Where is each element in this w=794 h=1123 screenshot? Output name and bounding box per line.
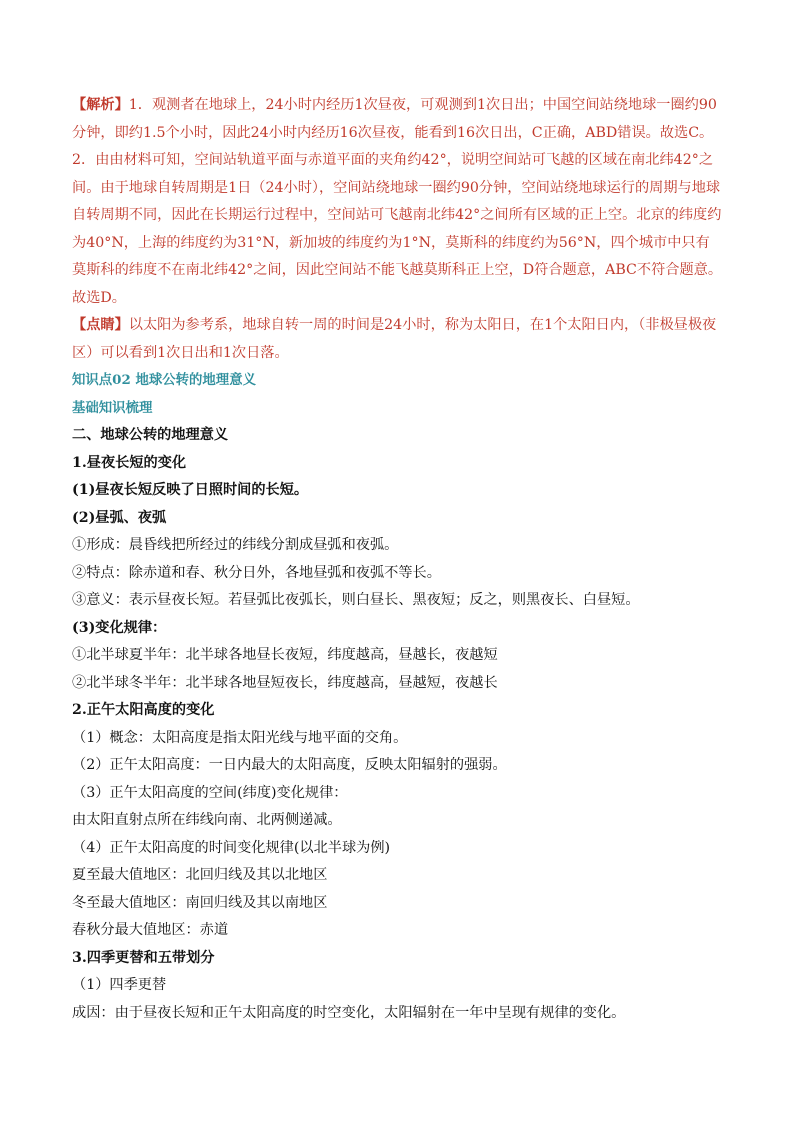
analysis-line-8: 故选D。 — [72, 289, 126, 306]
tip-line-1 — [72, 312, 732, 340]
sub2-winter: 冬至最大值地区：南回归线及其以南地区 — [72, 894, 328, 911]
sub3-cause: 成因：由于昼夜长短和正午太阳高度的时空变化，太阳辐射在一年中呈现有规律的变化。 — [72, 1004, 626, 1021]
knowledge-point-title: 知识点02 地球公转的地理意义 — [72, 372, 256, 388]
document-page — [72, 92, 732, 1027]
sub2-item4: （4）正午太阳高度的时间变化规律(以北半球为例) — [72, 839, 391, 856]
sub1-item2: (2)昼弧、夜弧 — [72, 509, 167, 526]
sub1-item2-c: ③意义：表示昼夜长短。若昼弧比夜弧长，则白昼长、黑夜短；反之，则黑夜长、白昼短。 — [72, 592, 640, 608]
sub3-title: 3.四季更替和五带划分 — [72, 949, 215, 966]
analysis-line-4: 间。由于地球自转周期是1日（24小时），空间站绕地球一圈约90分钟，空间站绕地球运行的周期与地球 — [72, 179, 721, 196]
sub2-item1: （1）概念：太阳高度是指太阳光线与地平面的交角。 — [72, 729, 408, 746]
sub2-item2: （2）正午太阳高度：一日内最大的太阳高度，反映太阳辐射的强弱。 — [72, 757, 507, 773]
sub1-title: 1.昼夜长短的变化 — [72, 454, 187, 471]
analysis-line-2: 分钟，即约1.5个小时，因此24小时内经历16次昼夜，能看到16次日出，C正确，ABD错误。故选C。 — [72, 124, 714, 141]
sub2-item3-text: 由太阳直射点所在纬线向南、北两侧递减。 — [72, 812, 342, 828]
tip-line-2: 区）可以看到1次日出和1次日落。 — [72, 344, 289, 361]
analysis-line-1 — [72, 92, 732, 120]
sub1-item3-b: ②北半球冬半年：北半球各地昼短夜长，纬度越高，昼越短，夜越长 — [72, 674, 498, 691]
basic-knowledge-title: 基础知识梳理 — [72, 399, 153, 416]
sub2-equinox: 春秋分最大值地区：赤道 — [72, 922, 229, 938]
sub2-item3: （3）正午太阳高度的空间(纬度)变化规律： — [72, 784, 348, 801]
sub1-item3-a: ①北半球夏半年：北半球各地昼长夜短，纬度越高，昼越长，夜越短 — [72, 647, 498, 663]
analysis-tag: 【解析】 — [72, 97, 129, 113]
sub1-item1: (1)昼夜长短反映了日照时间的长短。 — [72, 482, 309, 498]
sub1-item2-b: ②特点：除赤道和春、秋分日外，各地昼弧和夜弧不等长。 — [72, 564, 441, 581]
analysis-line-5: 自转周期不同，因此在长期运行过程中，空间站可飞越南北纬42°之间所有区域的正上空。北京的纬度约 — [72, 207, 722, 223]
sub1-item3: (3)变化规律： — [72, 619, 167, 636]
tip-text: 以太阳为参考系，地球自转一周的时间是24小时，称为太阳日，在1个太阳日内，（非极昼极夜 — [128, 317, 717, 333]
section-title: 二、地球公转的地理意义 — [72, 427, 229, 443]
analysis-line-7: 莫斯科的纬度不在南北纬42°之间，因此空间站不能飞越莫斯科正上空，D符合题意，ABC不符合题意。 — [72, 262, 723, 278]
sub2-summer: 夏至最大值地区：北回归线及其以北地区 — [72, 867, 328, 883]
sub2-title: 2.正午太阳高度的变化 — [72, 702, 215, 718]
tip-tag: 【点睛】 — [72, 317, 129, 333]
sub3-item1: （1）四季更替 — [72, 977, 167, 993]
analysis-text: 1．观测者在地球上，24小时内经历1次昼夜，可观测到1次日出；中国空间站绕地球一圈约90 — [128, 97, 717, 113]
sub1-item2-a: ①形成：晨昏线把所经过的纬线分割成昼弧和夜弧。 — [72, 537, 399, 553]
analysis-line-3: 2．由由材料可知，空间站轨道平面与赤道平面的夹角约42°，说明空间站可飞越的区域在南北纬42°之 — [72, 152, 714, 168]
analysis-line-6: 为40°N，上海的纬度约为31°N，新加坡的纬度约为1°N，莫斯科的纬度约为56°N，四个城市中只有 — [72, 234, 710, 251]
